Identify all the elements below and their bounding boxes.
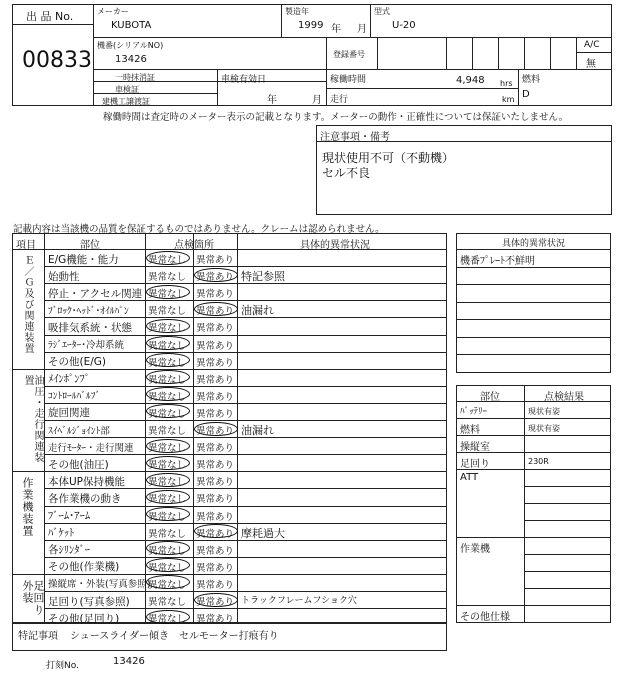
selection-circle xyxy=(146,439,190,453)
part-label: ﾗｼﾞｴｰﾀｰ･冷却系統 xyxy=(48,340,125,351)
status-none: 異常なし xyxy=(148,614,187,626)
year-unit: 年 xyxy=(331,24,341,35)
results-fuel: 燃料 xyxy=(460,425,480,436)
status-some: 異常あり xyxy=(196,528,235,540)
status-some: 異常あり xyxy=(196,340,235,352)
status-some: 異常あり xyxy=(196,597,235,608)
status-none: 異常なし xyxy=(148,597,187,608)
status-none: 異常なし xyxy=(148,408,187,420)
part-label: 走行ﾓｰﾀｰ・走行関連 xyxy=(48,442,134,454)
inspection-year: 年 xyxy=(267,95,277,106)
header-part: 部位 xyxy=(80,240,100,251)
part-label: 吸排気系統・状態 xyxy=(48,321,132,334)
results-undercarriage-value: 230R xyxy=(528,457,549,466)
serial-value: 13426 xyxy=(115,54,147,65)
status-some: 異常あり xyxy=(196,306,235,318)
results-att: ATT xyxy=(460,472,479,483)
part-label: 始動性 xyxy=(48,270,80,283)
status-none: 異常なし xyxy=(148,306,187,318)
part-label: E/G機能・能力 xyxy=(48,253,119,266)
status-some: 異常あり xyxy=(196,391,235,403)
status-none: 異常なし xyxy=(148,562,187,574)
lot-number: 00833 xyxy=(22,48,92,73)
notes-title: 注意事項・備考 xyxy=(320,132,390,143)
results-work: 作業機 xyxy=(460,544,490,555)
status-some: 異常あり xyxy=(196,460,235,472)
hours-unit: hrs xyxy=(500,79,513,88)
selection-circle xyxy=(194,268,238,282)
status-some: 異常あり xyxy=(196,614,235,626)
ac-value: 無 xyxy=(586,59,596,70)
status-some: 異常あり xyxy=(196,323,235,335)
status-none: 異常なし xyxy=(148,374,187,386)
selection-circle xyxy=(194,593,238,607)
ac-label: A/C xyxy=(584,40,600,50)
part-label: ﾊﾞｹｯﾄ xyxy=(48,527,75,540)
status-none: 異常なし xyxy=(148,460,187,472)
side-detail-line-1: 機番ﾌﾟﾚｰﾄ不鮮明 xyxy=(460,256,535,267)
vehicle-cert-label: 車検証 xyxy=(115,85,139,94)
selection-circle xyxy=(146,285,190,299)
status-some: 異常あり xyxy=(196,255,235,266)
status-none: 異常なし xyxy=(148,255,187,266)
selection-circle xyxy=(146,456,190,470)
status-some: 異常あり xyxy=(196,494,235,506)
part-label: ﾌﾞｰﾑ･ｱｰﾑ xyxy=(48,510,90,522)
disclaimer: 記載内容は当該機の品質を保証するものではありません。クレームは認められません。 xyxy=(13,224,385,235)
detail-text: 摩耗過大 xyxy=(241,526,285,540)
status-none: 異常なし xyxy=(148,289,187,301)
km-unit: km xyxy=(502,95,515,104)
status-none: 異常なし xyxy=(148,443,187,455)
results-part-header: 部位 xyxy=(480,392,500,403)
notes-line-2: セル不良 xyxy=(322,166,371,180)
travel-label: 走行 xyxy=(330,95,349,105)
status-some: 異常あり xyxy=(196,562,235,574)
header-detail: 具体的異常状況 xyxy=(300,240,370,251)
transfer-cert-label: 建機工譲渡証 xyxy=(102,97,150,106)
status-none: 異常なし xyxy=(148,511,187,523)
status-none: 異常なし xyxy=(148,477,187,489)
year-label: 製造年 xyxy=(285,7,309,16)
status-some: 異常あり xyxy=(196,477,235,489)
detail-text: トラックフレームフショク穴 xyxy=(241,596,357,606)
part-label: 足回り(写真参照) xyxy=(48,595,130,608)
model-value: U-20 xyxy=(392,20,416,31)
status-none: 異常なし xyxy=(148,357,187,369)
part-label: その他(油圧) xyxy=(48,458,109,471)
header-item: 項目 xyxy=(16,240,36,251)
results-fuel-value: 現状有姿 xyxy=(528,424,560,433)
group-label: 油圧・走行関連装置 xyxy=(22,374,43,463)
status-some: 異常あり xyxy=(196,374,235,386)
temp-cancel-label: 一時抹消証 xyxy=(115,73,155,82)
part-label: その他(E/G) xyxy=(48,356,107,369)
stamp-label: 打刻No. xyxy=(46,661,79,671)
group-label: 足回り外装 xyxy=(21,579,45,616)
status-some: 異常あり xyxy=(196,426,235,437)
detail-text: 油漏れ xyxy=(241,424,274,437)
part-label: 各作業機の動き xyxy=(48,492,122,505)
detail-text: 油漏れ xyxy=(241,304,274,318)
status-none: 異常なし xyxy=(148,272,187,284)
maker-label: メーカー xyxy=(97,7,129,16)
status-some: 異常あり xyxy=(196,545,235,557)
registration-label: 登録番号 xyxy=(333,50,365,59)
status-none: 異常なし xyxy=(148,323,187,335)
part-label: ﾒｲﾝﾎﾟﾝﾌﾟ xyxy=(48,373,90,386)
part-label: 操縦席・外装(写真参照) xyxy=(48,579,151,591)
selection-circle xyxy=(146,319,190,333)
fuel-value: D xyxy=(522,89,530,100)
serial-label: 機番(シリアルNO) xyxy=(97,41,164,50)
hours-label: 稼働時間 xyxy=(330,75,367,85)
hours-note: 稼働時間は査定時のメーター表示の記載となります。メーターの動作・正確性については保証いたしません。 xyxy=(103,112,569,123)
part-label: 各ｼﾘﾝﾀﾞｰ xyxy=(48,544,90,557)
selection-circle xyxy=(146,251,190,265)
status-some: 異常あり xyxy=(196,511,235,523)
status-none: 異常なし xyxy=(148,340,187,352)
hours-value: 4,948 xyxy=(456,75,485,86)
detail-text: 特記参照 xyxy=(241,270,285,284)
stamp-number: 13426 xyxy=(113,656,145,667)
year-value: 1999 xyxy=(298,20,324,31)
special-notes-label: 特記事項 xyxy=(18,631,58,642)
status-none: 異常なし xyxy=(148,528,187,540)
status-some: 異常あり xyxy=(196,408,235,420)
status-some: 異常あり xyxy=(196,289,235,301)
status-none: 異常なし xyxy=(148,391,187,403)
results-other: その他仕様 xyxy=(460,612,510,623)
selection-circle xyxy=(146,490,190,504)
month-unit: 月 xyxy=(357,24,367,35)
group-label: Ｅ／Ｇ及び関連装置 xyxy=(22,255,33,354)
results-result-header: 点検結果 xyxy=(544,392,584,403)
part-label: ｺﾝﾄﾛｰﾙﾊﾞﾙﾌﾞ xyxy=(48,391,101,403)
group-label: 作業機装置 xyxy=(21,477,34,538)
results-cab: 操縦室 xyxy=(460,442,490,453)
lot-label: 出 品 No. xyxy=(26,10,74,23)
part-label: ﾌﾞﾛｯｸ･ﾍｯﾄﾞ･ｵｲﾙﾊﾟﾝ xyxy=(48,305,129,317)
part-label: その他(足回り) xyxy=(48,612,120,625)
status-some: 異常あり xyxy=(196,357,235,369)
results-battery-value: 現状有姿 xyxy=(528,407,560,416)
status-some: 異常あり xyxy=(196,443,235,455)
header-check: 点検箇所 xyxy=(174,240,214,251)
selection-circle xyxy=(146,610,190,624)
status-some: 異常あり xyxy=(196,272,235,284)
status-none: 異常なし xyxy=(148,426,187,437)
notes-line-1: 現状使用不可（不動機） xyxy=(322,151,455,165)
inspection-label: 車検有効日 xyxy=(221,75,267,85)
part-label: 旋回関連 xyxy=(48,407,90,420)
selection-circle xyxy=(146,336,190,350)
inspection-month: 月 xyxy=(312,95,322,106)
status-none: 異常なし xyxy=(148,494,187,506)
part-label: 本体UP保持機能 xyxy=(48,475,126,488)
results-undercarriage: 足回り xyxy=(460,459,490,470)
side-detail-title: 具体的異常状況 xyxy=(502,239,566,249)
maker-value: KUBOTA xyxy=(111,20,152,31)
special-notes-text: シュースライダー傾き セルモーター打痕有り xyxy=(70,631,279,642)
selection-circle xyxy=(194,302,238,316)
selection-circle xyxy=(146,473,190,487)
status-some: 異常あり xyxy=(196,579,235,591)
selection-circle xyxy=(194,422,238,436)
part-label: ｽｲﾍﾞﾙｼﾞｮｲﾝﾄ部 xyxy=(48,425,110,437)
fuel-label: 燃料 xyxy=(522,75,541,85)
results-battery: ﾊﾞｯﾃﾘｰ xyxy=(460,407,488,417)
selection-circle xyxy=(146,507,190,521)
part-label: 停止・アクセル関連 xyxy=(48,287,143,300)
status-none: 異常なし xyxy=(148,545,187,557)
status-none: 異常なし xyxy=(148,579,187,591)
model-label: 型式 xyxy=(374,7,390,16)
part-label: その他(作業機) xyxy=(48,561,120,574)
